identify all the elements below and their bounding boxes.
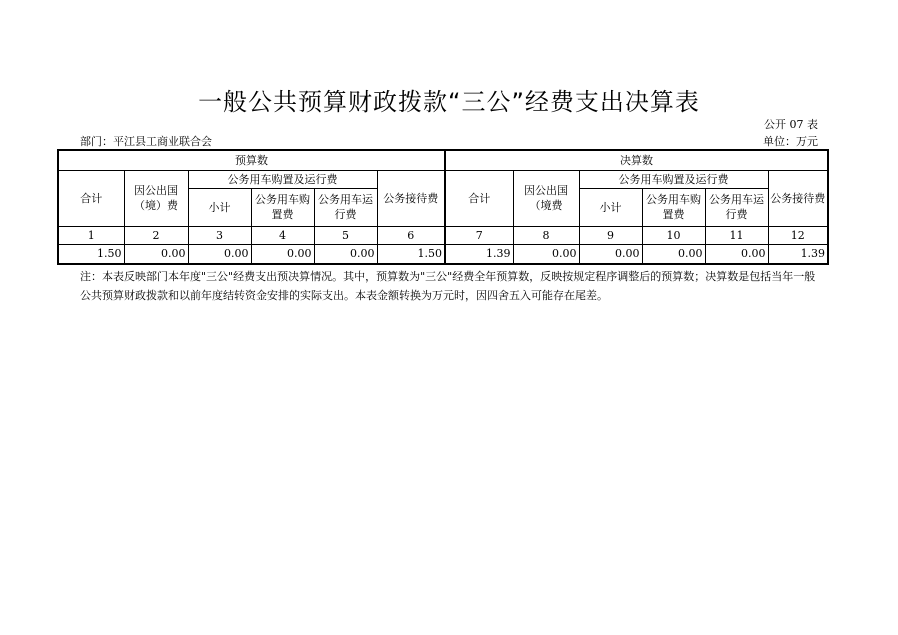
budget-expenditure-table [57, 149, 829, 265]
budget-reception-header: 公务接待费 [377, 170, 445, 226]
budget-vehicle-group-header: 公务用车购置及运行费 [188, 170, 377, 188]
budget-vehicle-operation-header: 公务用车运行费 [314, 188, 377, 226]
unit-label: 单位：万元 [763, 135, 818, 148]
final-vehicle-operation-value: 0.00 [705, 244, 768, 264]
index-cell: 10 [642, 226, 705, 244]
index-cell: 12 [768, 226, 828, 244]
final-abroad-value: 0.00 [513, 244, 579, 264]
final-vehicle-purchase-value: 0.00 [642, 244, 705, 264]
index-cell: 3 [188, 226, 251, 244]
final-group-header: 决算数 [445, 150, 828, 170]
budget-total-header: 合计 [58, 170, 124, 226]
index-cell: 2 [124, 226, 188, 244]
index-row [58, 226, 828, 244]
final-vehicle-group-header: 公务用车购置及运行费 [579, 170, 768, 188]
budget-abroad-value: 0.00 [124, 244, 188, 264]
final-vehicle-purchase-header: 公务用车购置费 [642, 188, 705, 226]
final-total-value: 1.39 [445, 244, 513, 264]
index-cell: 5 [314, 226, 377, 244]
budget-reception-value: 1.50 [377, 244, 445, 264]
final-vehicle-operation-header: 公务用车运行费 [705, 188, 768, 226]
final-subtotal-header: 小计 [579, 188, 642, 226]
page-title: 一般公共预算财政拨款“三公”经费支出决算表 [198, 88, 700, 116]
budget-vehicle-operation-value: 0.00 [314, 244, 377, 264]
form-code: 公开 07 表 [764, 118, 818, 131]
index-cell: 11 [705, 226, 768, 244]
index-cell: 1 [58, 226, 124, 244]
budget-group-header: 预算数 [58, 150, 445, 170]
index-cell: 7 [445, 226, 513, 244]
index-cell: 9 [579, 226, 642, 244]
footnote: 注：本表反映部门本年度"三公"经费支出预决算情况。其中，预算数为"三公"经费全年预算数，反映按规定程序调整后的预算数；决算数是包括当年一般公共预算财政拨款和以前年度结转资金安排的实际支出。本表金额转换为万元时，因四舍五入可能存在尾差。 [80, 270, 816, 302]
final-subtotal-value: 0.00 [579, 244, 642, 264]
budget-subtotal-value: 0.00 [188, 244, 251, 264]
final-abroad-header: 因公出国（境费 [513, 170, 579, 226]
index-cell: 4 [251, 226, 314, 244]
final-reception-header: 公务接待费 [768, 170, 828, 226]
index-cell: 8 [513, 226, 579, 244]
final-total-header: 合计 [445, 170, 513, 226]
budget-vehicle-purchase-value: 0.00 [251, 244, 314, 264]
budget-total-value: 1.50 [58, 244, 124, 264]
budget-abroad-header: 因公出国（境）费 [124, 170, 188, 226]
budget-subtotal-header: 小计 [188, 188, 251, 226]
department-label: 部门：平江县工商业联合会 [80, 135, 212, 148]
index-cell: 6 [377, 226, 445, 244]
data-row [58, 244, 828, 264]
final-reception-value: 1.39 [768, 244, 828, 264]
budget-vehicle-purchase-header: 公务用车购置费 [251, 188, 314, 226]
